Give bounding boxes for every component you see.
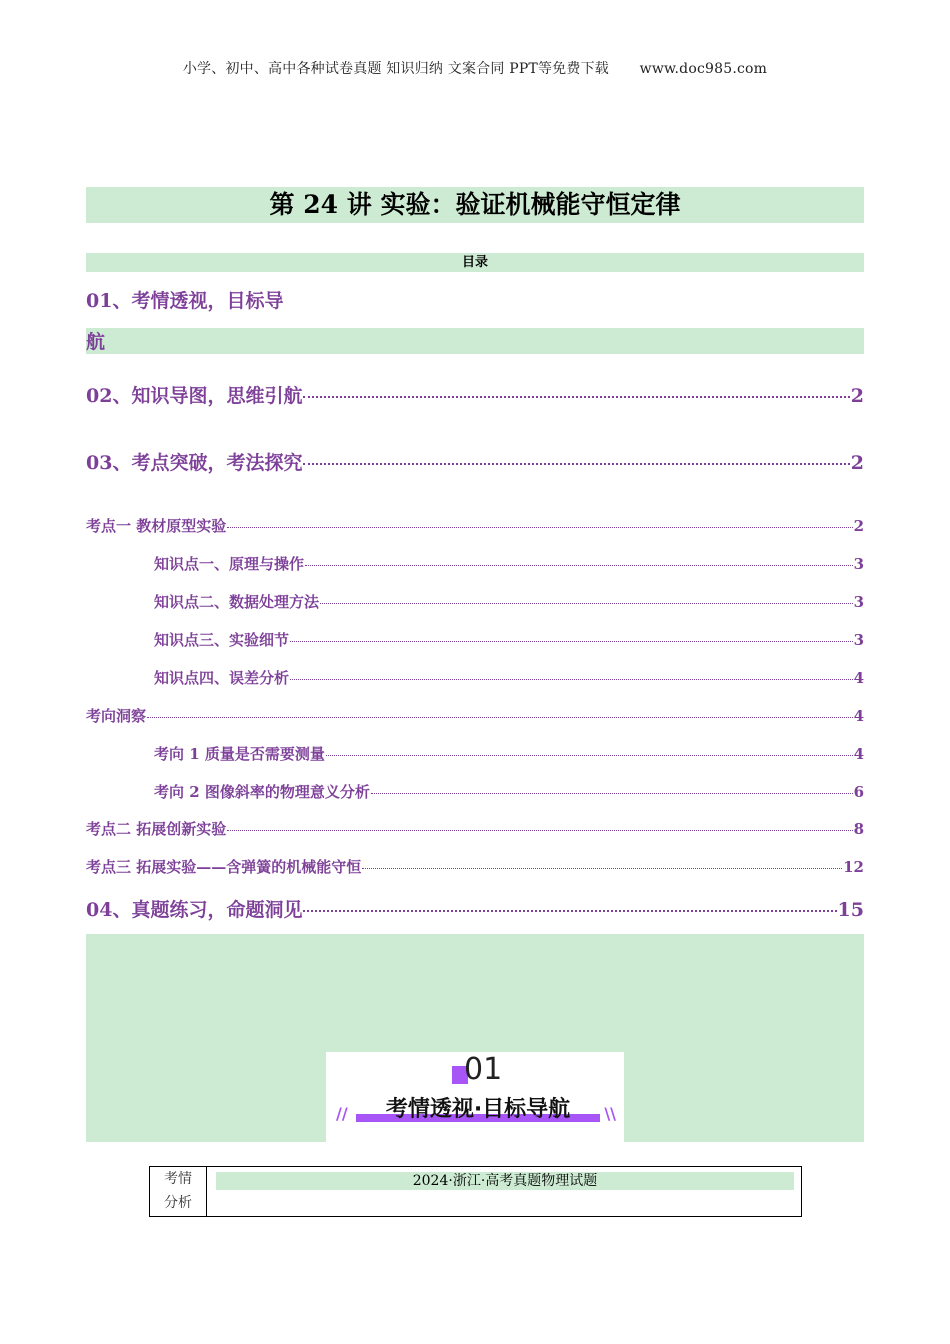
header-text: 小学、初中、高中各种试卷真题 知识归纳 文案合同 PPT等免费下载 (182, 61, 609, 77)
toc-entry-label: 考点二 拓展创新实验 (86, 820, 227, 838)
toc-entry-label: 04、真题练习，命题洞见 (86, 899, 303, 921)
toc-entry-label: 02、知识导图，思维引航 (86, 385, 303, 407)
toc-leader (320, 603, 853, 604)
toc-entry[interactable] (86, 705, 864, 726)
toc-entry[interactable] (154, 553, 864, 574)
banner-slash-right: \\ (604, 1104, 616, 1123)
document-title-band (86, 187, 864, 223)
toc-entry[interactable] (86, 448, 864, 475)
toc-sec01-band[interactable] (86, 328, 864, 354)
section-banner (326, 1052, 624, 1142)
banner-number: 01 (464, 1052, 503, 1087)
toc-entry[interactable] (154, 743, 864, 764)
document-title: 第 24 讲 实验：验证机械能守恒定律 (269, 190, 681, 219)
toc-entry-page: 3 (853, 593, 864, 611)
toc-entry-page: 4 (853, 707, 864, 725)
toc-entry[interactable] (86, 515, 864, 536)
toc-entry-page: 3 (853, 555, 864, 573)
toc-leader (371, 793, 853, 794)
toc-leader (362, 868, 842, 869)
toc-entry-label: 知识点一、原理与操作 (154, 555, 305, 573)
toc-entry-page: 6 (853, 783, 864, 801)
toc-entry-label: 考向 2 图像斜率的物理意义分析 (154, 783, 370, 801)
table-header-line1: 考情 (164, 1171, 192, 1187)
banner-slash-left: // (336, 1104, 348, 1123)
header-url[interactable]: www.doc985.com (639, 61, 768, 77)
toc-entry-label: 03、考点突破，考法探究 (86, 452, 303, 474)
toc-entry-label: 考向洞察 (86, 707, 147, 725)
toc-entry[interactable] (86, 895, 864, 922)
toc-leader (303, 910, 836, 912)
toc-leader (305, 565, 853, 566)
banner-title: 考情透视·目标导航 (385, 1097, 571, 1122)
toc-leader (326, 755, 853, 756)
page-header (0, 58, 950, 78)
table-row-header (150, 1167, 207, 1216)
toc-leader (303, 463, 849, 465)
toc-entry-page: 4 (853, 745, 864, 763)
toc-entry[interactable] (86, 381, 864, 408)
toc-leader (147, 717, 853, 718)
toc-sec01-line1[interactable]: 01、考情透视，目标导 (86, 290, 284, 312)
toc-leader (303, 396, 849, 398)
toc-entry-label: 知识点四、误差分析 (154, 669, 290, 687)
toc-leader (227, 527, 852, 528)
analysis-table (149, 1166, 802, 1217)
toc-entry-label: 考向 1 质量是否需要测量 (154, 745, 325, 763)
toc-entry-page: 8 (853, 820, 864, 838)
toc-entry[interactable] (154, 629, 864, 650)
toc-heading: 目录 (86, 253, 864, 272)
toc-entry-page: 2 (853, 517, 864, 535)
toc-entry[interactable] (86, 856, 864, 877)
toc-entry-page: 15 (837, 899, 864, 921)
table-header-line2: 分析 (164, 1195, 192, 1211)
toc-entry[interactable] (154, 781, 864, 802)
toc-entry-page: 2 (850, 385, 864, 407)
toc-sec01-line2: 航 (86, 331, 106, 353)
table-cell-source: 2024·浙江·高考真题物理试题 (216, 1172, 794, 1190)
toc-leader (290, 679, 853, 680)
toc-entry-label: 考点一 教材原型实验 (86, 517, 227, 535)
toc-entry-label: 知识点三、实验细节 (154, 631, 290, 649)
toc-entry-label: 知识点二、数据处理方法 (154, 593, 320, 611)
toc-entry[interactable] (154, 591, 864, 612)
toc-leader (227, 830, 852, 831)
toc-entry-page: 4 (853, 669, 864, 687)
toc-entry-page: 2 (850, 452, 864, 474)
toc-entry[interactable] (86, 818, 864, 839)
toc-entry-page: 3 (853, 631, 864, 649)
toc-entry[interactable] (154, 667, 864, 688)
toc-entry-page: 12 (843, 858, 864, 876)
toc-entry-label: 考点三 拓展实验——含弹簧的机械能守恒 (86, 858, 362, 876)
toc-leader (290, 641, 853, 642)
